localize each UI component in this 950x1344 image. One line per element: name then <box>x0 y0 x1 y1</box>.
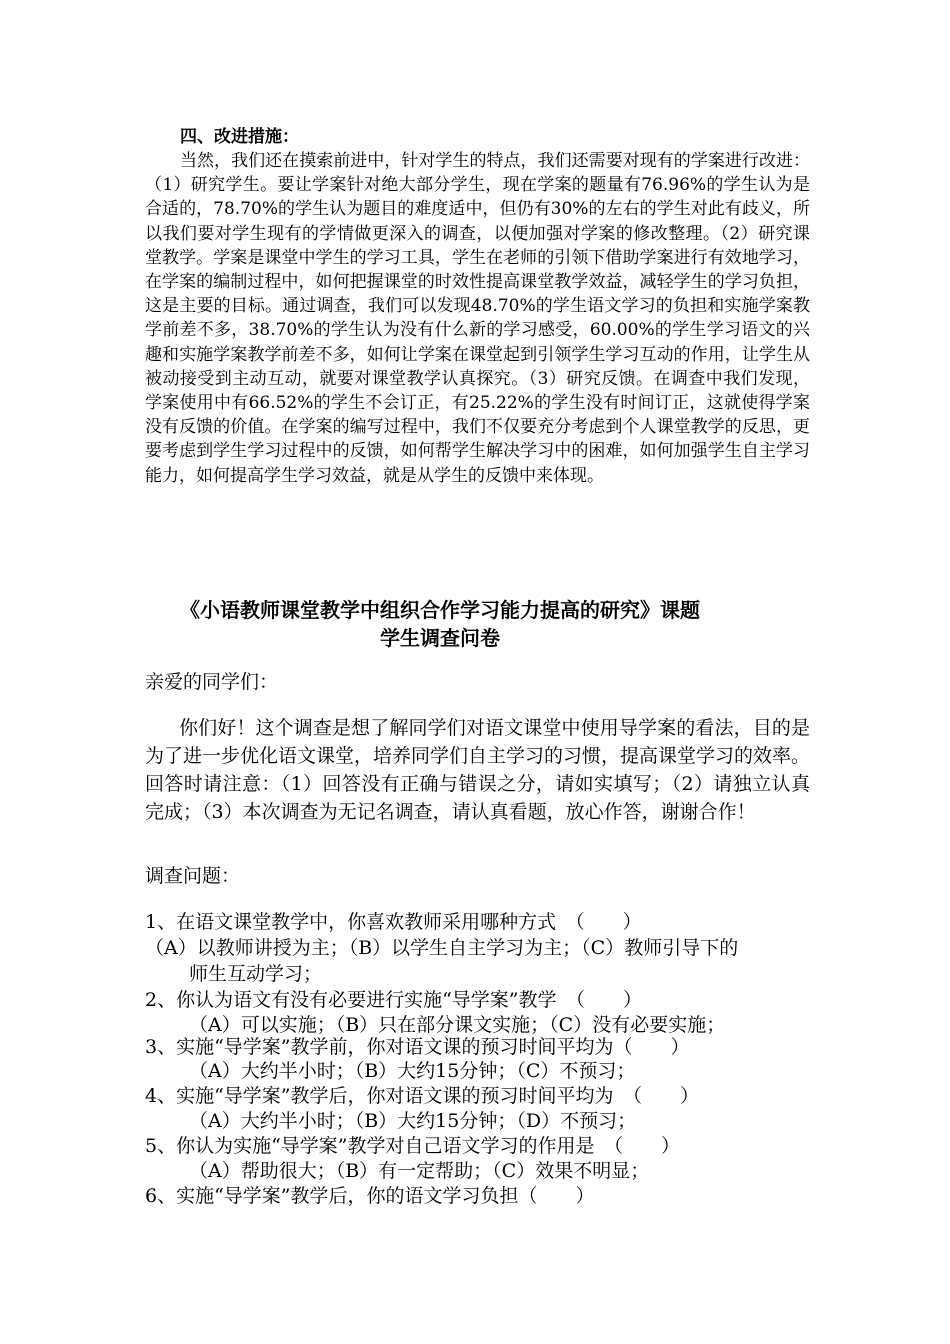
question-4: 4、实施“导学案”教学后，你对语文课的预习时间平均为 （ ） <box>145 1085 700 1107</box>
question-2: 2、你认为语文有没有必要进行实施“导学案”教学 （ ） <box>145 989 643 1011</box>
survey-subtitle: 学生调查问卷 <box>380 626 500 650</box>
improvement-paragraph: 当然，我们还在摸索前进中，针对学生的特点，我们还需要对现有的学案进行改进：（1）研究学生。要让学案针对绝大部分学生，现在学案的题量有76.96%的学生认为是合适的，78.70%的学生认为题目的难度适中，但仍有30%的左右的学生对此有歧义，所以我们要对学生现有的学情做更深入的调查，以便加强对学案的修改整理。（2）研究课堂教学。学案是课堂中学生的学习工具，学生在老师的引领下借助学案进行有效地学习，在学案的编制过程中，如何把握课堂的时效性提高课堂教学效益，减轻学生的学习负担，这是主要的目标。通过调查，我们可以发现48.70%的学生语文学习的负担和实施学案教学前差不多，38.70%的学生认为没有什么新的学习感受，60.00%的学生学习语文的兴趣和实施学案教学前差不多，如何让学案在课堂起到引领学生学习互动的作用，让学生从被动接受到主动互动，就要对课堂教学认真探究。（3）研究反馈。在调查中我们发现，学案使用中有66.52%的学生不会订正，有25.22%的学生没有时间订正，这就使得学案没有反馈的价值。在学案的编写过程中，我们不仅要充分考虑到个人课堂教学的反思，更要考虑到学生学习过程中的反馈，如何帮学生解决学习中的困难，如何加强学生自主学习能力，如何提高学生学习效益，就是从学生的反馈中来体现。 <box>145 151 810 486</box>
survey-greeting: 亲爱的同学们： <box>145 671 279 693</box>
question-4-options: （A）大约半小时；（B）大约15分钟；（D）不预习； <box>189 1110 637 1132</box>
question-2-options: （A）可以实施；（B）只在部分课文实施；（C）没有必要实施； <box>189 1014 726 1036</box>
survey-intro: 你们好！这个调查是想了解同学们对语文课堂中使用导学案的看法，目的是为了进一步优化语文课堂，培养同学们自主学习的习惯，提高课堂学习的效率。回答时请注意：（1）回答没有正确与错误之分，请如实填写；（2）请独立认真完成；（3）本次调查为无记名调查，请认真看题，放心作答，谢谢合作！ <box>145 717 811 823</box>
question-3-options: （A）大约半小时；（B）大约15分钟；（C）不预习； <box>189 1060 636 1082</box>
questions-label: 调查问题： <box>145 865 241 887</box>
question-3: 3、实施“导学案”教学前，你对语文课的预习时间平均为（ ） <box>145 1036 690 1058</box>
question-1: 1、在语文课堂教学中，你喜欢教师采用哪种方式 （ ） <box>145 911 642 933</box>
question-1-options: （A）以教师讲授为主；（B）以学生自主学习为主；（C）教师引导下的 <box>145 937 739 959</box>
question-1-options-cont: 师生互动学习； <box>189 963 323 985</box>
question-5-options: （A）帮助很大；（B）有一定帮助；（C）效果不明显； <box>189 1160 650 1182</box>
section-heading: 四、改进措施： <box>180 127 299 147</box>
question-6: 6、实施“导学案”教学后，你的语文学习负担（ ） <box>145 1185 595 1207</box>
question-5: 5、你认为实施“导学案”教学对自己语文学习的作用是 （ ） <box>145 1135 681 1157</box>
survey-title: 《小语教师课堂教学中组织合作学习能力提高的研究》课题 <box>180 598 700 622</box>
